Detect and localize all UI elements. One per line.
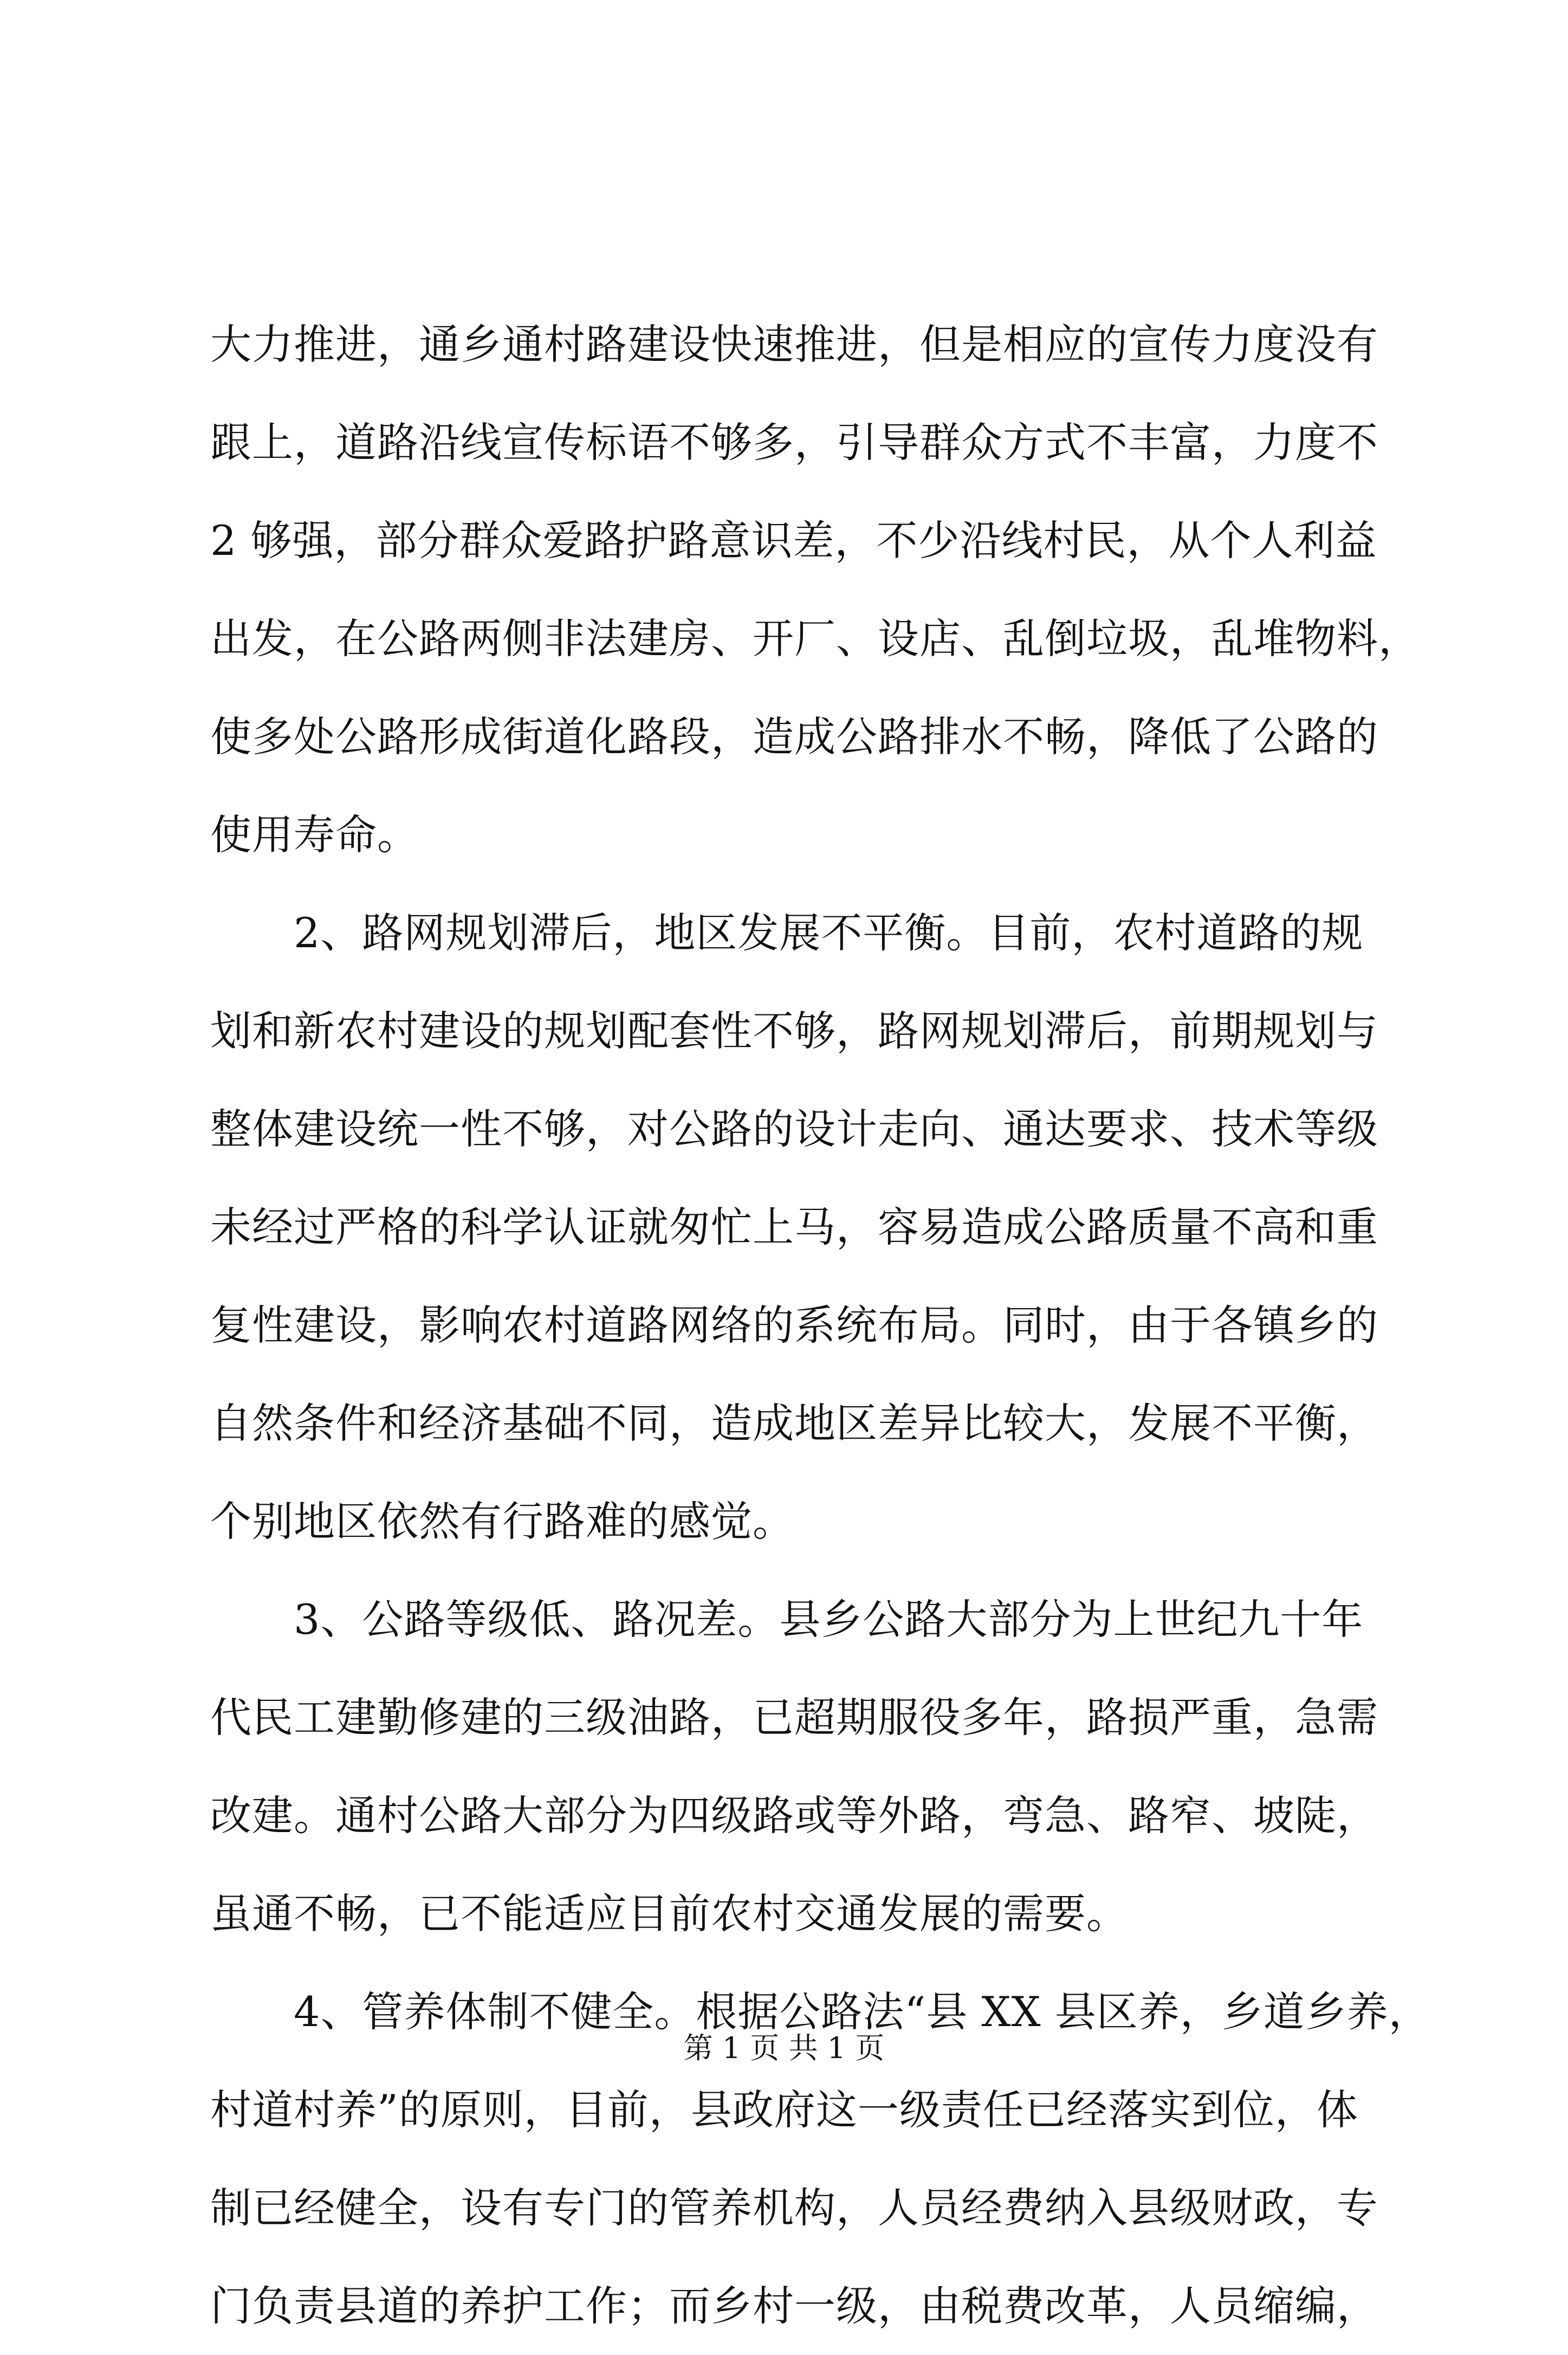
text-line: 个别地区依然有行路难的感觉。 (210, 1497, 794, 1545)
text-line: 复性建设，影响农村道路网络的系统布局。同时，由于各镇乡的 (210, 1301, 1378, 1349)
text-line: 村道村养”的原则，目前，县政府这一级责任已经落实到位，体 (210, 2086, 1358, 2134)
text-line: 出发，在公路两侧非法建房、开厂、设店、乱倒垃圾，乱堆物料， (210, 614, 1420, 663)
text-line: 2 够强，部分群众爱路护路意识差，不少沿线村民，从个人利益 (210, 516, 1377, 565)
text-line: 大力推进，通乡通村路建设快速推进，但是相应的宣传力度没有 (210, 320, 1378, 368)
text-line: 虽通不畅，已不能适应目前农村交通发展的需要。 (210, 1890, 1128, 1938)
text-line: 改建。通村公路大部分为四级路或等外路，弯急、路窄、坡陡， (210, 1791, 1378, 1840)
text-line: 未经过严格的科学认证就匆忙上马，容易造成公路质量不高和重 (210, 1203, 1378, 1251)
text-line: 代民工建勤修建的三级油路，已超期服役多年，路损严重，急需 (210, 1693, 1378, 1742)
text-line: 自然条件和经济基础不同，造成地区差异比较大，发展不平衡， (210, 1399, 1378, 1447)
text-line: 2、路网规划滞后，地区发展不平衡。目前，农村道路的规 (210, 909, 1364, 957)
text-line: 制已经健全，设有专门的管养机构，人员经费纳入县级财政，专 (210, 2184, 1378, 2232)
text-line: 3、公路等级低、路况差。县乡公路大部分为上世纪九十年 (210, 1595, 1364, 1644)
text-line: 使多处公路形成街道化路段，造成公路排水不畅，降低了公路的 (210, 713, 1378, 761)
text-line: 门负责县道的养护工作；而乡村一级，由税费改革，人员缩编， (210, 2282, 1378, 2330)
text-line: 整体建设统一性不够，对公路的设计走向、通达要求、技术等级 (210, 1105, 1378, 1153)
text-line: 跟上，道路沿线宣传标语不够多，引导群众方式不丰富，力度不 (210, 418, 1378, 467)
text-line: 划和新农村建设的规划配套性不够，路网规划滞后，前期规划与 (210, 1007, 1378, 1055)
text-line: 4、管养体制不健全。根据公路法“县 XX 县区养，乡道乡养， (210, 1988, 1430, 2036)
page-footer: 第 1 页 共 1 页 (683, 2031, 885, 2065)
text-line: 使用寿命。 (210, 811, 419, 859)
